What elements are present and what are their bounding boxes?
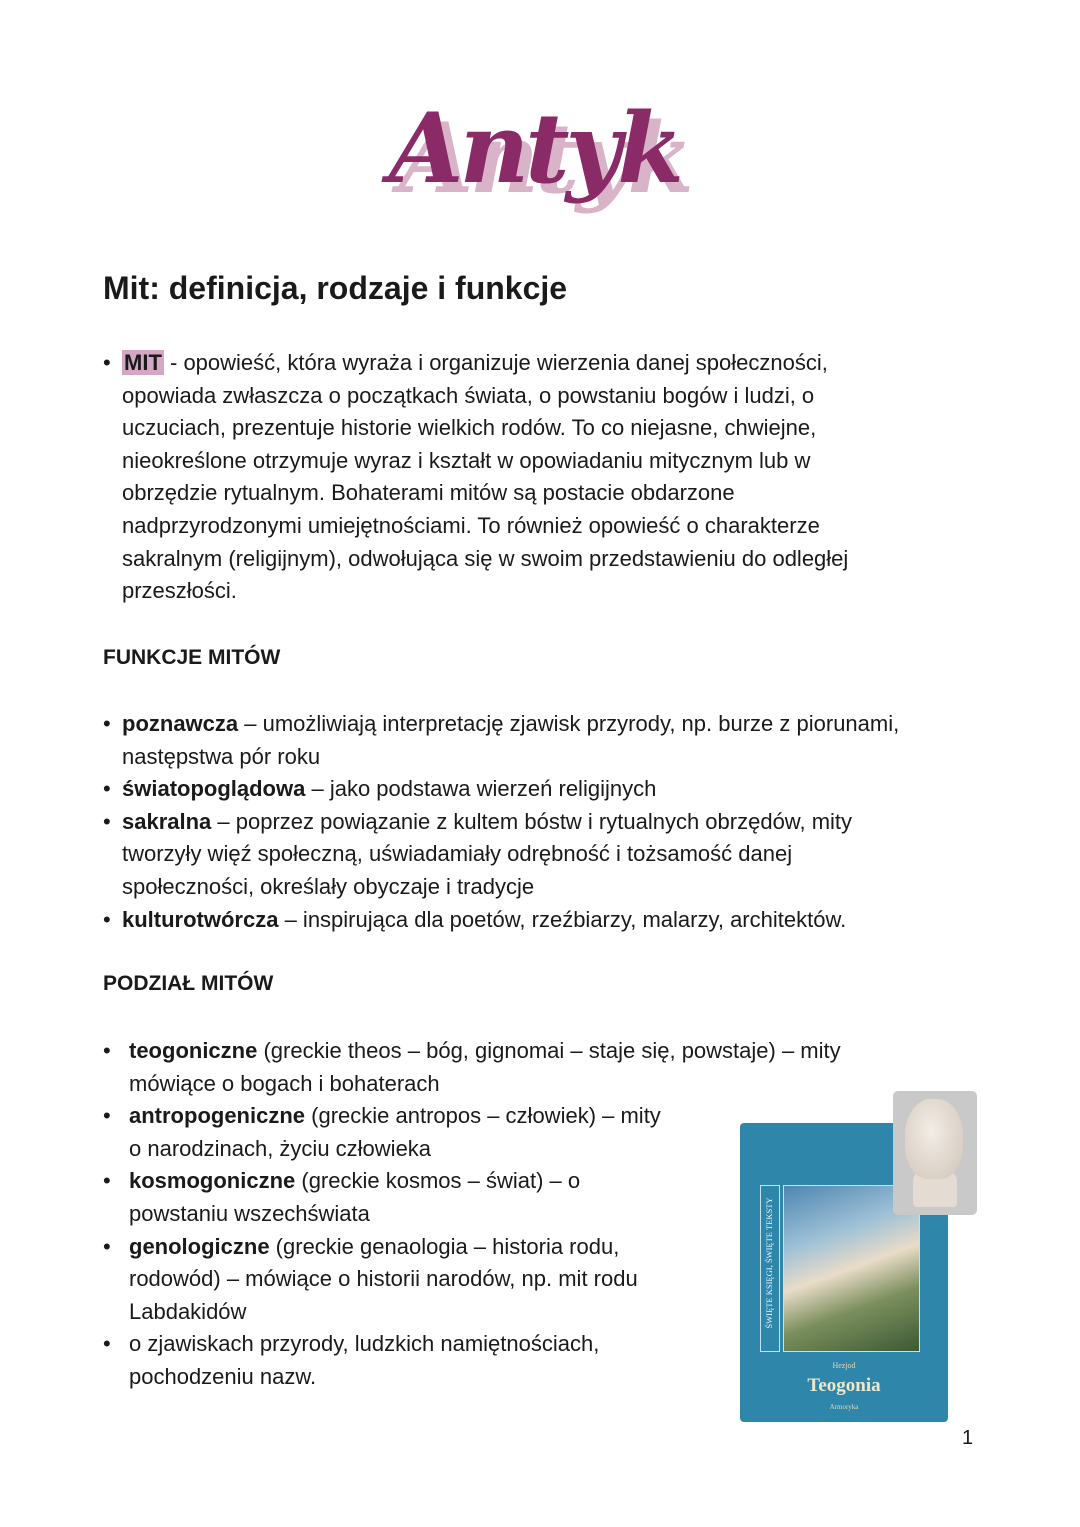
list-item: • poznawcza – umożliwiają interpretację zjawisk przyrody, np. burze z piorunami, (103, 708, 899, 741)
term-highlight: MIT (124, 350, 162, 375)
functions-heading: FUNKCJE MITÓW (103, 646, 281, 669)
bullet-icon: • (103, 1331, 111, 1357)
list-item: • antropogeniczne (greckie antropos – człowiek) – mity (103, 1100, 841, 1133)
bullet-icon: • (103, 1168, 111, 1194)
bullet-icon: • (103, 1103, 111, 1129)
logo-text: Antyk (389, 92, 680, 205)
series-band: ŚWIĘTE KSIĘGI, ŚWIĘTE TEKSTY (760, 1185, 780, 1352)
list-item: • teogoniczne (greckie theos – bóg, gignomai – staje się, powstaje) – mity (103, 1035, 841, 1068)
page-number: 1 (962, 1427, 974, 1449)
book-title: Teogonia (807, 1375, 881, 1396)
list-item: • genologiczne (greckie genaologia – historia rodu, (103, 1231, 841, 1264)
bullet-icon: • (103, 1038, 111, 1063)
list-item: • o zjawiskach przyrody, ludzkich namiętnościach, (103, 1328, 841, 1361)
list-item: • sakralna – poprzez powiązanie z kultem bóstw i rytualnych obrzędów, mity (103, 806, 899, 839)
bullet-icon: • (103, 1233, 111, 1259)
bullet-icon: • (103, 776, 111, 802)
bullet-icon: • (103, 906, 111, 932)
bullet-icon: • (103, 711, 111, 736)
division-list: • teogoniczne (greckie theos – bóg, gignomai – staje się, powstaje) – mity mówiące o bogach i bohaterach • antropogeniczne (greckie antropos – człowiek) – mity o narodzinach, życiu człowieka • kosmogoniczne (greckie kosmos – świat) – o powstaniu wszechświata • genologiczne (greckie genaologia – historia rodu, rodowód) – mówiące o historii narodów, np. mit rodu Labdakidów • o zjawiskach przyrody, ludzkich namiętnościach, pochodzeniu nazw. (103, 1035, 841, 1394)
bullet-icon: • (103, 350, 111, 375)
bullet-icon: • (103, 808, 111, 834)
functions-list: • poznawcza – umożliwiają interpretację zjawisk przyrody, np. burze z piorunami, następstwa pór roku • światopoglądowa – jako podstawa wierzeń religijnych • sakralna – poprzez powiązanie z kultem bóstw i rytualnych obrzędów, mity tworzyły więź społeczną, uświadamiały odrębność i tożsamość danej społeczności, określały obyczaje i tradycje • kulturotwórcza – inspirująca dla poetów, rzeźbiarzy, malarzy, architektów. (103, 708, 899, 936)
hesiod-bust-image (893, 1091, 977, 1215)
antyk-logo (385, 92, 695, 242)
book-author: Hezjod (832, 1361, 856, 1370)
definition-paragraph: • MIT - opowieść, która wyraża i organizuje wierzenia danej społeczności, opowiada zwłaszcza o początkach świata, o powstaniu bogów i ludzi, o uczuciach, prezentuje historie wielkich rodów. To co niejasne, chwiejne, nieokreślone otrzymuje wyraz i kształt w opowiadaniu mitycznym lub w obrzędzie rytualnym. Bohaterami mitów są postacie obdarzone nadprzyrodzonymi umiejętnościami. To również opowieść o charakterze sakralnym (religijnym), odwołująca się w swoim przedstawieniu do odległej przeszłości. (103, 347, 848, 608)
list-item: • kulturotwórcza – inspirująca dla poetów, rzeźbiarzy, malarzy, architektów. (103, 904, 899, 937)
list-item: • kosmogoniczne (greckie kosmos – świat) – o (103, 1165, 841, 1198)
book-publisher: Armoryka (829, 1403, 859, 1411)
list-item: • światopoglądowa – jako podstawa wierzeń religijnych (103, 773, 899, 806)
page-title: Mit: definicja, rodzaje i funkcje (103, 270, 568, 306)
division-heading: PODZIAŁ MITÓW (103, 972, 274, 995)
